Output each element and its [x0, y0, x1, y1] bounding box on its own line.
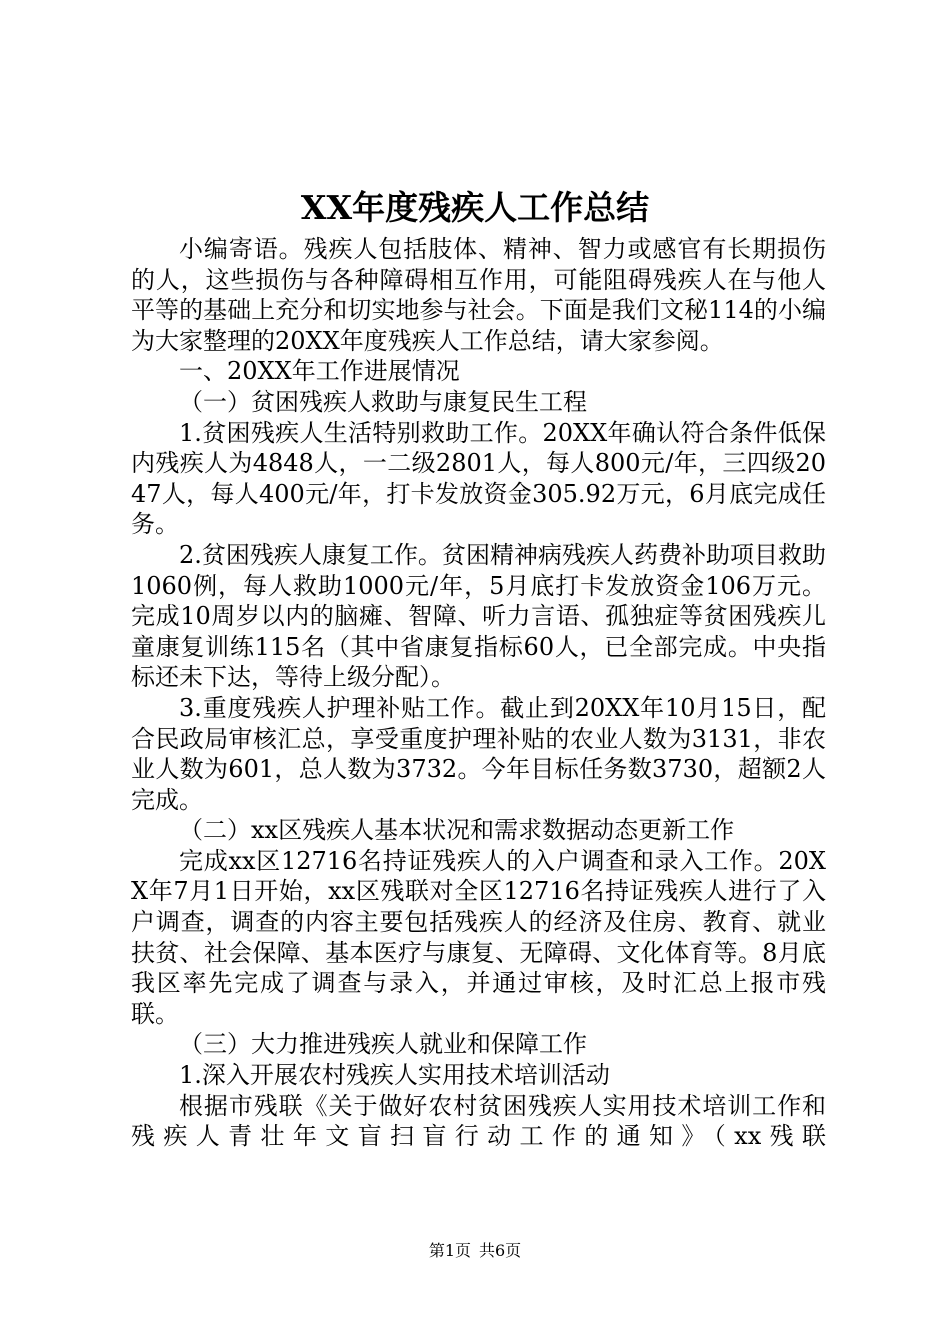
paragraph-notice: 根据市残联《关于做好农村贫困残疾人实用技术培训工作和残疾人青壮年文盲扫盲行动工作的通知》（xx残联: [131, 1091, 826, 1151]
subsection-heading-3: （三）大力推进残疾人就业和保障工作: [179, 1030, 587, 1059]
section-heading-1: 一、20XX年工作进展情况: [179, 357, 460, 386]
page-number: 第1页: [428, 1241, 471, 1260]
paragraph-item-2: 2.贫困残疾人康复工作。贫困精神病残疾人药费补助项目救助1060例，每人救助1000元/年，5月底打卡发放资金106万元。完成10周岁以内的脑瘫、智障、听力言语、孤独症等贫困残疾儿童康复训练115名（其中省康复指标60人，已全部完成。中央指标还未下达，等待上级分配）。: [131, 540, 826, 692]
document-title: XX年度残疾人工作总结: [300, 188, 650, 227]
paragraph-item-1: 1.贫困残疾人生活特别救助工作。20XX年确认符合条件低保内残疾人为4848人，一二级2801人，每人800元/年，三四级2047人，每人400元/年，打卡发放资金305.92万元，6月底完成任务。: [131, 418, 826, 539]
paragraph-survey: 完成xx区12716名持证残疾人的入户调查和录入工作。20XX年7月1日开始，xx区残联对全区12716名持证残疾人进行了入户调查，调查的内容主要包括残疾人的经济及住房、教育、就业扶贫、社会保障、基本医疗与康复、无障碍、文化体育等。8月底我区率先完成了调查与录入，并通过审核，及时汇总上报市残联。: [131, 846, 826, 1028]
page-total: 共6页: [479, 1241, 522, 1260]
subsection-heading-1: （一）贫困残疾人救助与康复民生工程: [179, 387, 587, 416]
document-body: [131, 234, 826, 1152]
page-footer: [0, 1240, 950, 1262]
paragraph-item-training: 1.深入开展农村残疾人实用技术培训活动: [179, 1061, 610, 1090]
intro-paragraph: 小编寄语。残疾人包括肢体、精神、智力或感官有长期损伤的人，这些损伤与各种障碍相互作用，可能阻碍残疾人在与他人平等的基础上充分和切实地参与社会。下面是我们文秘114的小编为大家整理的20XX年度残疾人工作总结，请大家参阅。: [131, 235, 826, 355]
paragraph-item-3: 3.重度残疾人护理补贴工作。截止到20XX年10月15日，配合民政局审核汇总，享受重度护理补贴的农业人数为3131，非农业人数为601，总人数为3732。今年目标任务数3730，超额2人完成。: [131, 693, 826, 814]
subsection-heading-2: （二）xx区残疾人基本状况和需求数据动态更新工作: [179, 816, 735, 845]
